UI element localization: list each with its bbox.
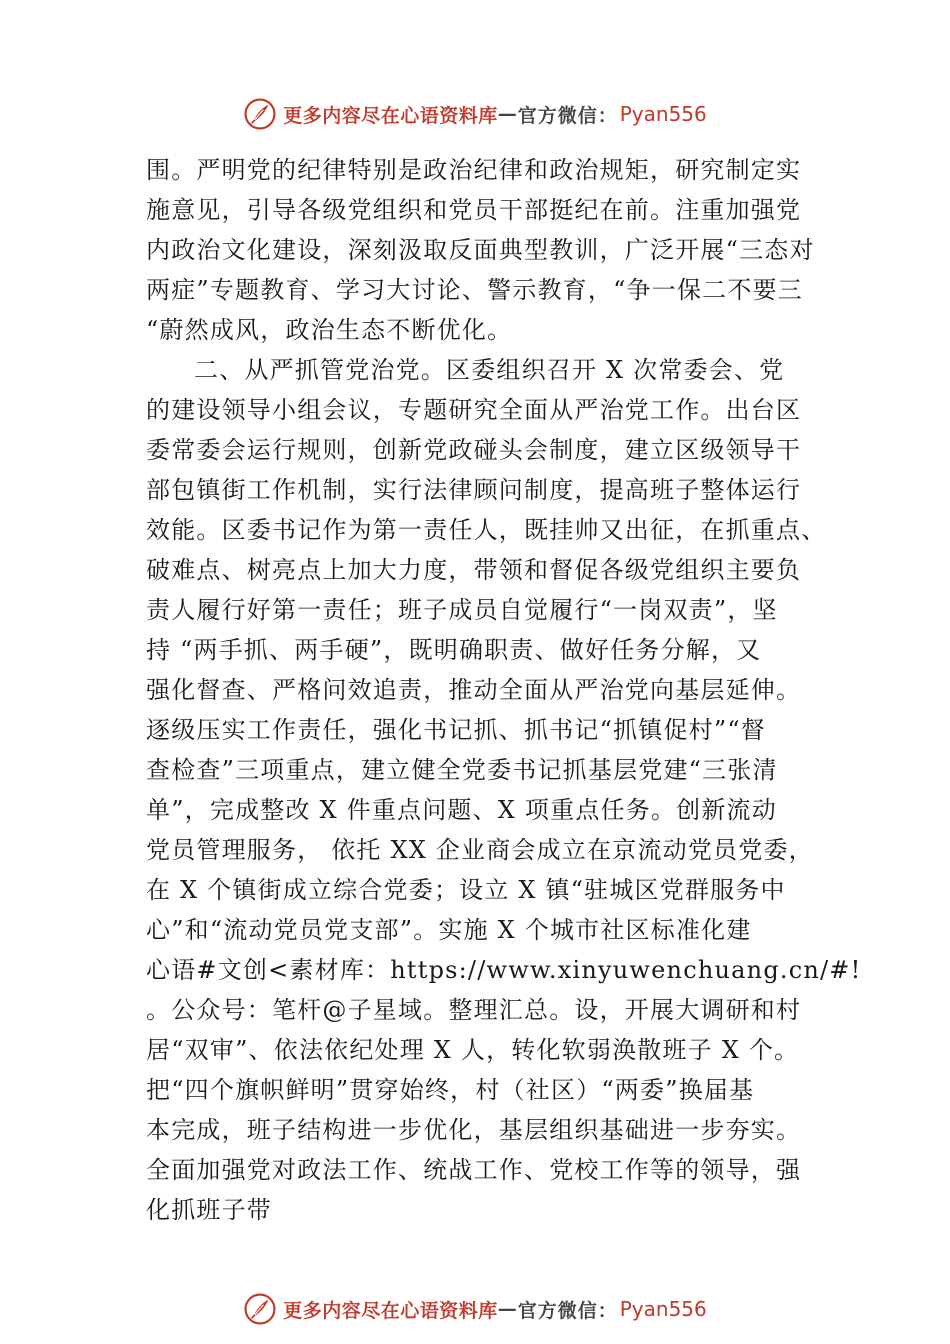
text-line: 全面加强党对政法工作、统战工作、党校工作等的领导，强 — [146, 1156, 802, 1184]
text-line: 强化督查、严格问效追责，推动全面从严治党向基层延伸。 — [146, 676, 802, 704]
text-line: 两症”专题教育、学习大讨论、警示教育，“争一保二不要三 — [146, 276, 803, 304]
footer-dash: — — [497, 1298, 518, 1320]
text-line: 施意见，引导各级党组织和党员干部挺纪在前。注重加强党 — [146, 196, 802, 224]
footer-banner — [0, 1289, 950, 1329]
text-line: 责人履行好第一责任；班子成员自觉履行“一岗双责”，坚 — [146, 596, 778, 624]
text-line: 单”，完成整改 X 件重点问题、X 项重点任务。创新流动 — [146, 796, 777, 824]
footer-official-text: 官方微信： — [517, 1299, 618, 1322]
text-line: 党员管理服务， 依托 XX 企业商会成立在京流动党员党委， — [146, 836, 814, 864]
header-wechat-id: Pyan556 — [619, 102, 707, 126]
footer-site-text: 更多内容尽在心语资料库 — [283, 1299, 498, 1322]
header-site-text: 更多内容尽在心语资料库 — [283, 104, 498, 127]
text-line: 的建设领导小组会议，专题研究全面从严治党工作。出台区 — [146, 396, 802, 424]
document-body — [146, 150, 862, 1230]
text-line: 二、从严抓管党治党。区委组织召开 X 次常委会、党 — [194, 356, 785, 384]
text-line: 委常委会运行规则，创新党政碰头会制度，建立区级领导干 — [146, 436, 802, 464]
header-official-text: 官方微信： — [517, 104, 618, 127]
header-dash: — — [497, 103, 518, 125]
text-line: 围。严明党的纪律特别是政治纪律和政治规矩，研究制定实 — [146, 156, 802, 184]
text-line: 效能。区委书记作为第一责任人，既挂帅又出征，在抓重点、 — [146, 516, 827, 544]
footer-wechat-id: Pyan556 — [619, 1297, 707, 1321]
text-line: 心语#文创<素材库：https://www.xinyuwenchuang.cn/#! — [146, 956, 862, 984]
text-line: 。公众号：笔杆@子星域。整理汇总。设，开展大调研和村 — [146, 996, 802, 1024]
text-line: 化抓班子带 — [146, 1196, 272, 1224]
text-line: 内政治文化建设，深刻汲取反面典型教训，广泛开展“三态对 — [146, 236, 815, 264]
text-line: 居“双审”、依法依纪处理 X 人，转化软弱涣散班子 X 个。 — [146, 1036, 800, 1064]
text-line: 持 “两手抓、两手硬”，既明确职责、做好任务分解，又 — [146, 636, 762, 664]
text-line: 破难点、树亮点上加大力度，带领和督促各级党组织主要负 — [146, 556, 802, 584]
text-line: 逐级压实工作责任，强化书记抓、抓书记“抓镇促村”“督 — [146, 716, 767, 744]
text-line: 查检查”三项重点，建立健全党委书记抓基层党建“三张清 — [146, 756, 778, 784]
header-banner — [0, 94, 950, 134]
text-line: 本完成，班子结构进一步优化，基层组织基础进一步夯实。 — [146, 1116, 802, 1144]
text-line: 部包镇街工作机制，实行法律顾问制度，提高班子整体运行 — [146, 476, 802, 504]
feather-pen-icon — [243, 97, 277, 131]
text-line: 在 X 个镇街成立综合党委；设立 X 镇“驻城区党群服务中 — [146, 876, 786, 904]
feather-pen-icon — [243, 1292, 277, 1326]
text-line: 心”和“流动党员党支部”。实施 X 个城市社区标准化建 — [146, 916, 752, 944]
text-line: 把“四个旗帜鲜明”贯穿始终，村（社区）“两委”换届基 — [146, 1076, 755, 1104]
text-line: “蔚然成风，政治生态不断优化。 — [146, 316, 513, 344]
